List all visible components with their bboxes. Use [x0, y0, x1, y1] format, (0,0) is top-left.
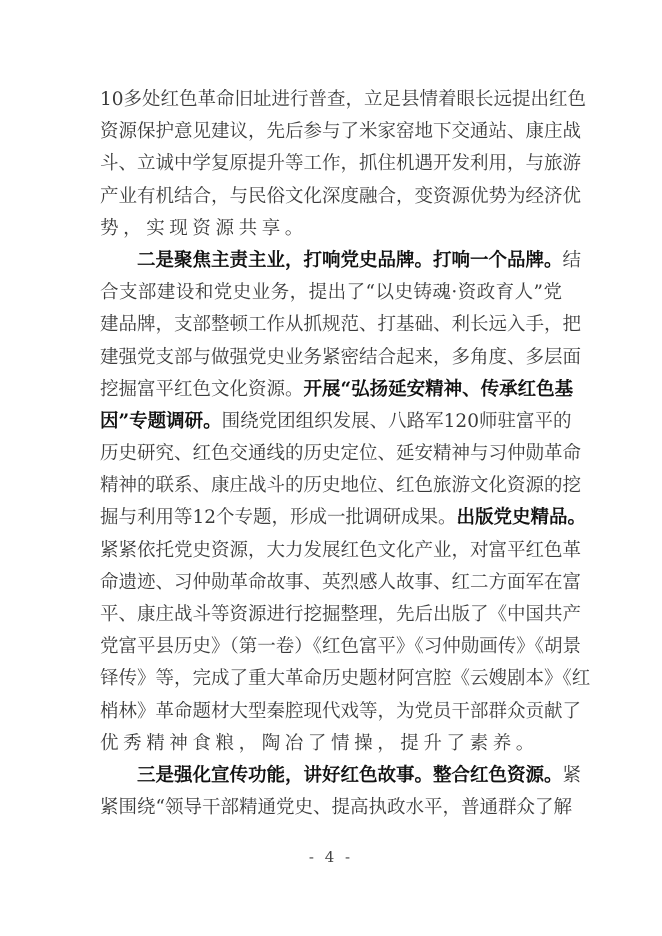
- body-text: 势，实现资源共享。: [100, 217, 308, 239]
- body-text: 资源保护意见建议，先后参与了米家窑地下交通站、康庄战: [100, 121, 582, 143]
- text-line: [100, 406, 572, 438]
- text-line: [100, 696, 582, 728]
- body-text: 命遗迹、习仲勋革命故事、英烈感人故事、红二方面军在富: [100, 571, 582, 593]
- body-text: 合支部建设和党史业务，提出了“以史铸魂·资政育人”党: [100, 282, 562, 304]
- bold-heading-text: 出版党史精品。: [456, 507, 587, 529]
- text-line: [100, 535, 582, 567]
- text-line: [100, 116, 582, 148]
- text-line: [100, 728, 562, 760]
- bold-heading-text: 三是强化宣传功能，讲好红色故事。整合红色资源。: [137, 764, 563, 786]
- body-text: 历史研究、红色交通线的历史定位、延安精神与习仲勋革命: [100, 443, 582, 465]
- text-line: [100, 374, 574, 406]
- body-text: 紧紧依托党史资源，大力发展红色文化产业，对富平红色革: [100, 539, 582, 561]
- bold-heading-text: 二是聚焦主责主业，打响党史品牌。打响一个品牌。: [137, 249, 563, 271]
- text-line: [100, 760, 582, 792]
- text-line: [100, 277, 562, 309]
- body-text: 梢林》革命题材大型秦腔现代戏等，为党员干部群众贡献了: [100, 700, 582, 722]
- text-line: [100, 470, 582, 502]
- body-text: 结: [562, 249, 582, 271]
- body-text: 建品牌，支部整顿工作从抓规范、打基础、利长远入手，把: [100, 314, 582, 336]
- body-text: 挖掘富平红色文化资源。: [100, 378, 304, 400]
- text-line: [100, 181, 582, 213]
- text-line: [100, 245, 582, 277]
- text-line: [100, 84, 587, 116]
- body-text: 建强党支部与做强党史业务紧密结合起来，多角度、多层面: [100, 346, 582, 368]
- body-text: 10多处红色革命旧址进行普查，立足县情着眼长远提出红色: [100, 89, 587, 110]
- bold-heading-text: 因”专题调研。: [100, 410, 222, 432]
- text-line: [100, 567, 582, 599]
- body-text: 掘与利用等12个专题，形成一批调研成果。: [100, 507, 457, 529]
- body-text: 优秀精神食粮，陶冶了情操，提升了素养。: [100, 732, 539, 754]
- text-line: [100, 438, 582, 470]
- body-text: 产业有机结合，与民俗文化深度融合，变资源优势为经济优: [100, 185, 582, 207]
- text-line: [100, 792, 572, 824]
- body-text: 紧围绕“领导干部精通党史、提高执政水平，普通群众了解: [100, 797, 572, 819]
- text-line: [100, 663, 591, 695]
- body-text: 党富平县历史》（第一卷）《红色富平》《习仲勋画传》《胡景: [100, 636, 582, 658]
- text-line: [100, 309, 582, 341]
- text-line: [100, 213, 562, 245]
- text-line: [100, 599, 582, 631]
- text-line: [100, 502, 587, 534]
- text-line: [100, 631, 582, 663]
- body-text: 精神的联系、康庄战斗的历史地位、红色旅游文化资源的挖: [100, 475, 582, 497]
- body-text: 平、康庄战斗等资源进行挖掘整理，先后出版了《中国共产: [100, 604, 582, 625]
- page-number: - 4 -: [308, 848, 354, 866]
- body-text: 围绕党团组织发展、八路军120师驻富平的: [221, 410, 572, 432]
- body-text: 紧: [562, 764, 582, 786]
- body-text: 铎传》等，完成了重大革命历史题材阿宫腔《云嫂剧本》《红: [100, 668, 591, 690]
- bold-heading-text: 开展“弘扬延安精神、传承红色基: [303, 378, 574, 400]
- body-text: 斗、立诚中学复原提升等工作，抓住机遇开发利用，与旅游: [100, 153, 582, 175]
- document-body: [100, 84, 591, 824]
- text-line: [100, 148, 582, 180]
- text-line: [100, 342, 582, 374]
